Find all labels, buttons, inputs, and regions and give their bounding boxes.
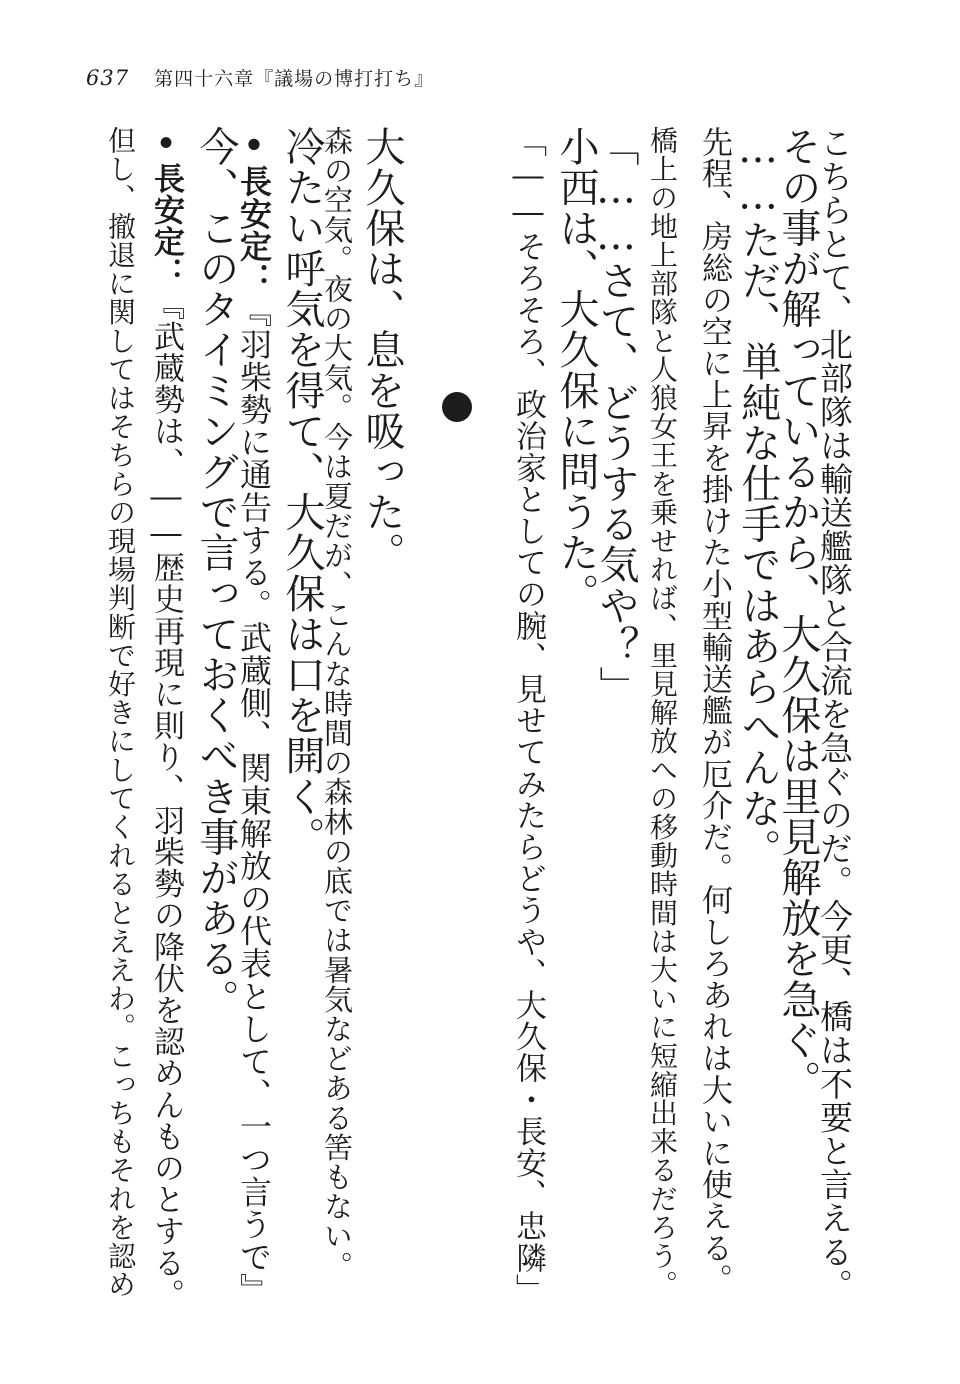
text-column [279,126,325,857]
column-text: 「――そろそろ、政治家としての腕、見せてみたらどうや、大久保・長安、忠隣」 [510,126,546,1306]
column-text: 冷たい呼気を得て、大久保は口を開く。 [279,126,325,857]
text-column [148,126,184,1311]
speaker-label: •長安定： [235,126,273,295]
column-text: 「……さて、どうする気や？」 [593,126,639,707]
column-text: 橋上の地上部隊と人狼女王を乗せれば、里見解放への移動時間は大いに短縮出来るだろう。 [646,126,679,1299]
text-column [735,126,781,869]
column-text: 但し、撤退に関してはそちらの現場判断で好きにしてくれるとええわ。こっちもそれを認め [104,126,137,1299]
text-column [359,126,405,573]
speaker-label: •長安定： [148,126,184,289]
text-column [696,126,732,1296]
column-text: 大久保は、息を吸った。 [359,126,405,573]
column-text: こちらとて、北部隊は輸送艦隊と合流を急ぐのだ。今更、橋は不要と言える。 [815,126,854,1302]
text-column [104,126,137,1299]
chapter-title: 第四十六章『議場の博打打ち』 [154,68,435,90]
column-text: その事が解っているから、大久保は里見解放を急ぐ。 [775,126,821,1101]
text-column [235,126,273,1306]
text-column [193,126,239,1020]
column-text: 先程、房総の空に上昇を掛けた小型輸送艦が厄介だ。何しろあれは大いに使える。 [696,126,732,1296]
text-column [510,126,546,1306]
scene-break-dot [442,392,472,422]
text-column [320,126,354,1281]
text-column [593,126,639,707]
running-header [86,64,434,91]
column-text: 『羽柴勢に通告する。武蔵側、関東解放の代表として、一つ言うで』 [235,295,273,1306]
text-column [646,126,679,1299]
column-text: 小西は、大久保に問うた。 [553,126,599,614]
text-column [775,126,821,1101]
page-number: 637 [86,66,130,90]
column-text: 『武蔵勢は、――歴史再現に則り、羽柴勢の降伏を認めんものとする。 [148,289,184,1311]
column-text: 今、このタイミングで言っておくべき事がある。 [193,126,239,1020]
text-column [815,126,854,1302]
text-column [553,126,599,614]
column-text: ……ただ、単純な仕手ではあらへんな。 [735,126,781,869]
column-text: 森の空気。夜の大気。今は夏だが、こんな時間の森林の底では暑気などある筈もない。 [320,126,354,1281]
